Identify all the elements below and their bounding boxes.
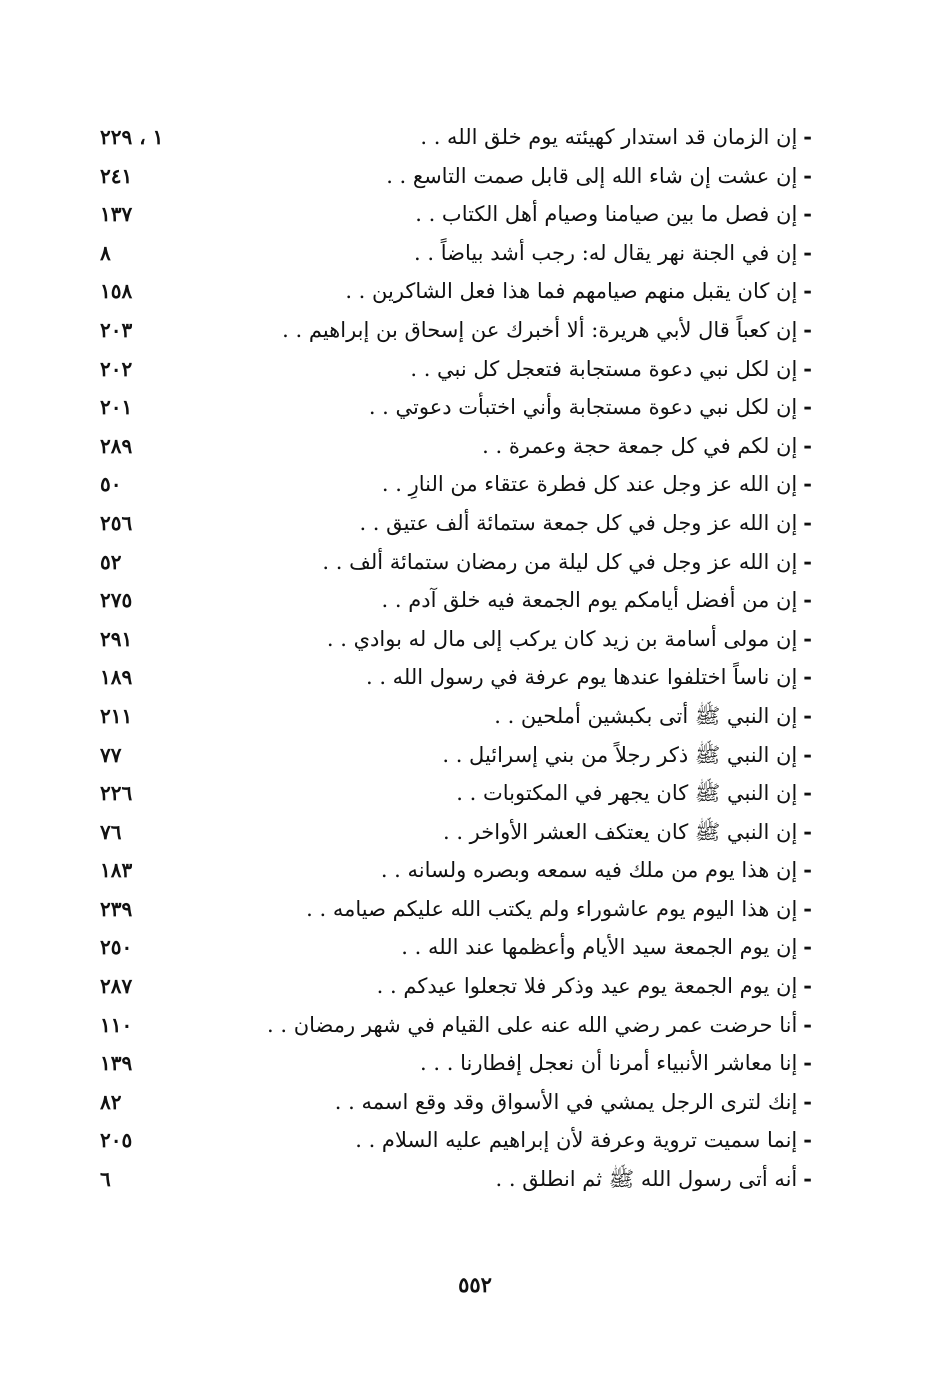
bullet-dash: - <box>803 509 812 535</box>
bullet-dash: - <box>803 741 812 767</box>
hadith-text <box>482 427 812 465</box>
page-reference: ٢٩١ <box>100 626 133 651</box>
page-reference: ٢٧٥ <box>100 588 133 613</box>
page-reference: ٨ <box>100 240 111 265</box>
hadith-text <box>381 851 812 889</box>
hadith-text <box>386 157 812 195</box>
page-reference: ٢٨٩ <box>100 433 133 458</box>
page-reference: ١٨٩ <box>100 665 133 690</box>
page-reference: ٢٣٩ <box>100 896 133 921</box>
hadith-text-body: إن كان يقبل منهم صيامهم فما هذا فعل الشاكرين . . <box>345 279 798 304</box>
hadith-text <box>345 272 812 310</box>
bullet-dash: - <box>803 818 812 844</box>
page-reference: ٦ <box>100 1167 111 1192</box>
page-reference: ١٨٣ <box>100 858 133 883</box>
hadith-text <box>335 1083 812 1121</box>
index-entry <box>100 272 812 311</box>
page-number: ٥٥٢ <box>458 1272 492 1297</box>
hadith-text <box>359 504 812 542</box>
hadith-text <box>442 736 812 774</box>
index-entry <box>100 234 812 273</box>
hadith-text-body: إن النبي ﷺ ذكر رجلاً من بني إسرائيل . . <box>442 742 798 767</box>
hadith-text <box>327 620 812 658</box>
bullet-dash: - <box>803 316 812 342</box>
bullet-dash: - <box>803 162 812 188</box>
bullet-dash: - <box>803 278 812 304</box>
hadith-text <box>282 311 812 349</box>
index-entry <box>100 658 812 697</box>
index-entry <box>100 427 812 466</box>
index-entry <box>100 736 812 775</box>
bullet-dash: - <box>803 394 812 420</box>
hadith-text <box>414 234 812 272</box>
hadith-text-body: أنا حرضت عمر رضي الله عنه على القيام في شهر رمضان . . <box>267 1012 798 1037</box>
index-entry <box>100 1083 812 1122</box>
bullet-dash: - <box>803 780 812 806</box>
hadith-text <box>355 1121 812 1159</box>
index-entry <box>100 928 812 967</box>
bullet-dash: - <box>803 664 812 690</box>
page-reference: ٢١١ <box>100 703 133 728</box>
hadith-text-body: إن النبي ﷺ أتى بكبشين أملحين . . <box>494 703 798 728</box>
index-entry <box>100 1006 812 1045</box>
hadith-text-body: إن هذا اليوم يوم عاشوراء ولم يكتب الله عليكم صيامه . . <box>306 896 798 921</box>
index-entry <box>100 118 812 157</box>
index-entry <box>100 967 812 1006</box>
hadith-text-body: إن مولى أسامة بن زيد كان يركب إلى مال له بوادي . . <box>326 626 798 651</box>
hadith-text <box>420 1044 812 1082</box>
hadith-text-body: إن عشت إن شاء الله إلى قابل صمت التاسع . . <box>386 163 798 188</box>
index-entry <box>100 813 812 852</box>
bullet-dash: - <box>803 201 812 227</box>
page-reference: ٢٠١ <box>100 395 133 420</box>
page-reference: ٢٠٥ <box>100 1128 133 1153</box>
hadith-text <box>322 543 812 581</box>
hadith-text <box>306 890 812 928</box>
hadith-text-body: إن هذا يوم من ملك فيه سمعه وبصره ولسانه . . <box>380 858 798 883</box>
hadith-text <box>377 967 812 1005</box>
hadith-text-body: إن النبي ﷺ كان يعتكف العشر الأواخر . . <box>442 819 798 844</box>
hadith-text-body: إن يوم الجمعة سيد الأيام وأعظمها عند الله . . <box>401 935 798 960</box>
page-reference: ٥٢ <box>100 549 122 574</box>
hadith-text-body: إن لكل نبي دعوة مستجابة فتعجل كل نبي . . <box>410 356 798 381</box>
hadith-text-body: إن النبي ﷺ كان يجهر في المكتوبات . . <box>456 781 798 806</box>
index-entry <box>100 697 812 736</box>
hadith-text-body: إن لكل نبي دعوة مستجابة وأني اختبأت دعوتي . . <box>368 395 798 420</box>
page-reference: ١٣٧ <box>100 202 133 227</box>
index-entry <box>100 581 812 620</box>
hadith-text <box>382 465 812 503</box>
hadith-text-body: إن الله عز وجل في كل جمعة ستمائة ألف عتيق . . <box>359 510 798 535</box>
hadith-text-body: إن فصل ما بين صيامنا وصيام أهل الكتاب . . <box>415 202 798 227</box>
index-entry <box>100 1121 812 1160</box>
page-reference: ٢٠٣ <box>100 317 133 342</box>
bullet-dash: - <box>803 548 812 574</box>
index-entry <box>100 311 812 350</box>
bullet-dash: - <box>803 471 812 497</box>
hadith-text-body: أنه أتى رسول الله ﷺ ثم انطلق . . <box>495 1167 798 1192</box>
hadith-text <box>443 813 812 851</box>
bullet-dash: - <box>803 1050 812 1076</box>
page-reference: ١٥٨ <box>100 279 133 304</box>
hadith-text-body: إن لكم في كل جمعة حجة وعمرة . . <box>482 433 798 458</box>
bullet-dash: - <box>803 1166 812 1192</box>
hadith-text <box>496 1160 812 1198</box>
bullet-dash: - <box>803 1011 812 1037</box>
hadith-index-list <box>100 118 812 1199</box>
page-reference: ٢٠٢ <box>100 356 133 381</box>
page-reference: ٢٥٠ <box>100 935 133 960</box>
index-entry <box>100 774 812 813</box>
page-reference: ١ ، ٢٢٩ <box>100 125 164 149</box>
index-entry <box>100 465 812 504</box>
index-entry <box>100 1160 812 1199</box>
bullet-dash: - <box>803 934 812 960</box>
index-entry <box>100 1044 812 1083</box>
hadith-text <box>410 350 812 388</box>
hadith-text-body: إنا معاشر الأنبياء أمرنا أن نعجل إفطارنا . . . <box>420 1051 798 1076</box>
hadith-text <box>366 658 812 696</box>
bullet-dash: - <box>803 124 812 149</box>
index-entry <box>100 543 812 582</box>
hadith-text-body: إن كعباً قال لأبي هريرة: ألا أخبرك عن إسحاق بن إبراهيم . . <box>282 317 798 342</box>
hadith-text <box>401 928 812 966</box>
hadith-text-body: إن الله عز وجل في كل ليلة من رمضان ستمائة ألف . . <box>322 549 798 574</box>
bullet-dash: - <box>803 432 812 458</box>
bullet-dash: - <box>803 895 812 921</box>
bullet-dash: - <box>803 702 812 728</box>
page-reference: ٢٢٦ <box>100 781 133 806</box>
index-entry <box>100 504 812 543</box>
bullet-dash: - <box>803 355 812 381</box>
index-entry <box>100 350 812 389</box>
index-entry <box>100 851 812 890</box>
index-entry <box>100 620 812 659</box>
page-reference: ٥٠ <box>100 472 122 497</box>
bullet-dash: - <box>803 625 812 651</box>
hadith-text-body: إن في الجنة نهر يقال له: رجب أشد بياضاً . . <box>414 240 798 265</box>
bullet-dash: - <box>803 857 812 883</box>
page-reference: ٧٧ <box>100 742 122 767</box>
index-entry <box>100 157 812 196</box>
bullet-dash: - <box>803 973 812 999</box>
hadith-text-body: إن ناساً اختلفوا عندها يوم عرفة في رسول الله . . <box>365 665 798 690</box>
hadith-text-body: إن من أفضل أيامكم يوم الجمعة فيه خلق آدم . . <box>381 588 798 613</box>
bullet-dash: - <box>803 1127 812 1153</box>
bullet-dash: - <box>803 1088 812 1114</box>
index-entry <box>100 195 812 234</box>
page-reference: ١٣٩ <box>100 1051 133 1076</box>
hadith-text <box>369 388 812 426</box>
page-reference: ٢٨٧ <box>100 974 133 999</box>
page-reference: ٨٢ <box>100 1089 122 1114</box>
index-entry <box>100 890 812 929</box>
page-reference: ٧٦ <box>100 819 122 844</box>
hadith-text <box>382 581 812 619</box>
index-entry <box>100 388 812 427</box>
hadith-text-body: إنك لترى الرجل يمشي في الأسواق وقد وقع اسمه . . <box>334 1089 798 1114</box>
hadith-text <box>494 697 812 735</box>
bullet-dash: - <box>803 239 812 265</box>
hadith-text-body: إن الله عز وجل عند كل فطرة عتقاء من النارِ . . <box>381 472 798 497</box>
hadith-text <box>267 1006 812 1044</box>
hadith-text-body: إنما سميت تروية وعرفة لأن إبراهيم عليه السلام . . <box>355 1128 798 1153</box>
hadith-text <box>415 195 812 233</box>
page-reference: ٢٤١ <box>100 163 133 188</box>
page-reference: ١١٠ <box>100 1012 133 1037</box>
hadith-text-body: إن الزمان قد استدار كهيئته يوم خلق الله . . <box>420 125 798 149</box>
bullet-dash: - <box>803 587 812 613</box>
hadith-text <box>420 118 812 156</box>
hadith-text-body: إن يوم الجمعة يوم عيد وذكر فلا تجعلوا عيدكم . . <box>376 974 798 999</box>
hadith-text <box>456 774 812 812</box>
page-reference: ٢٥٦ <box>100 510 133 535</box>
